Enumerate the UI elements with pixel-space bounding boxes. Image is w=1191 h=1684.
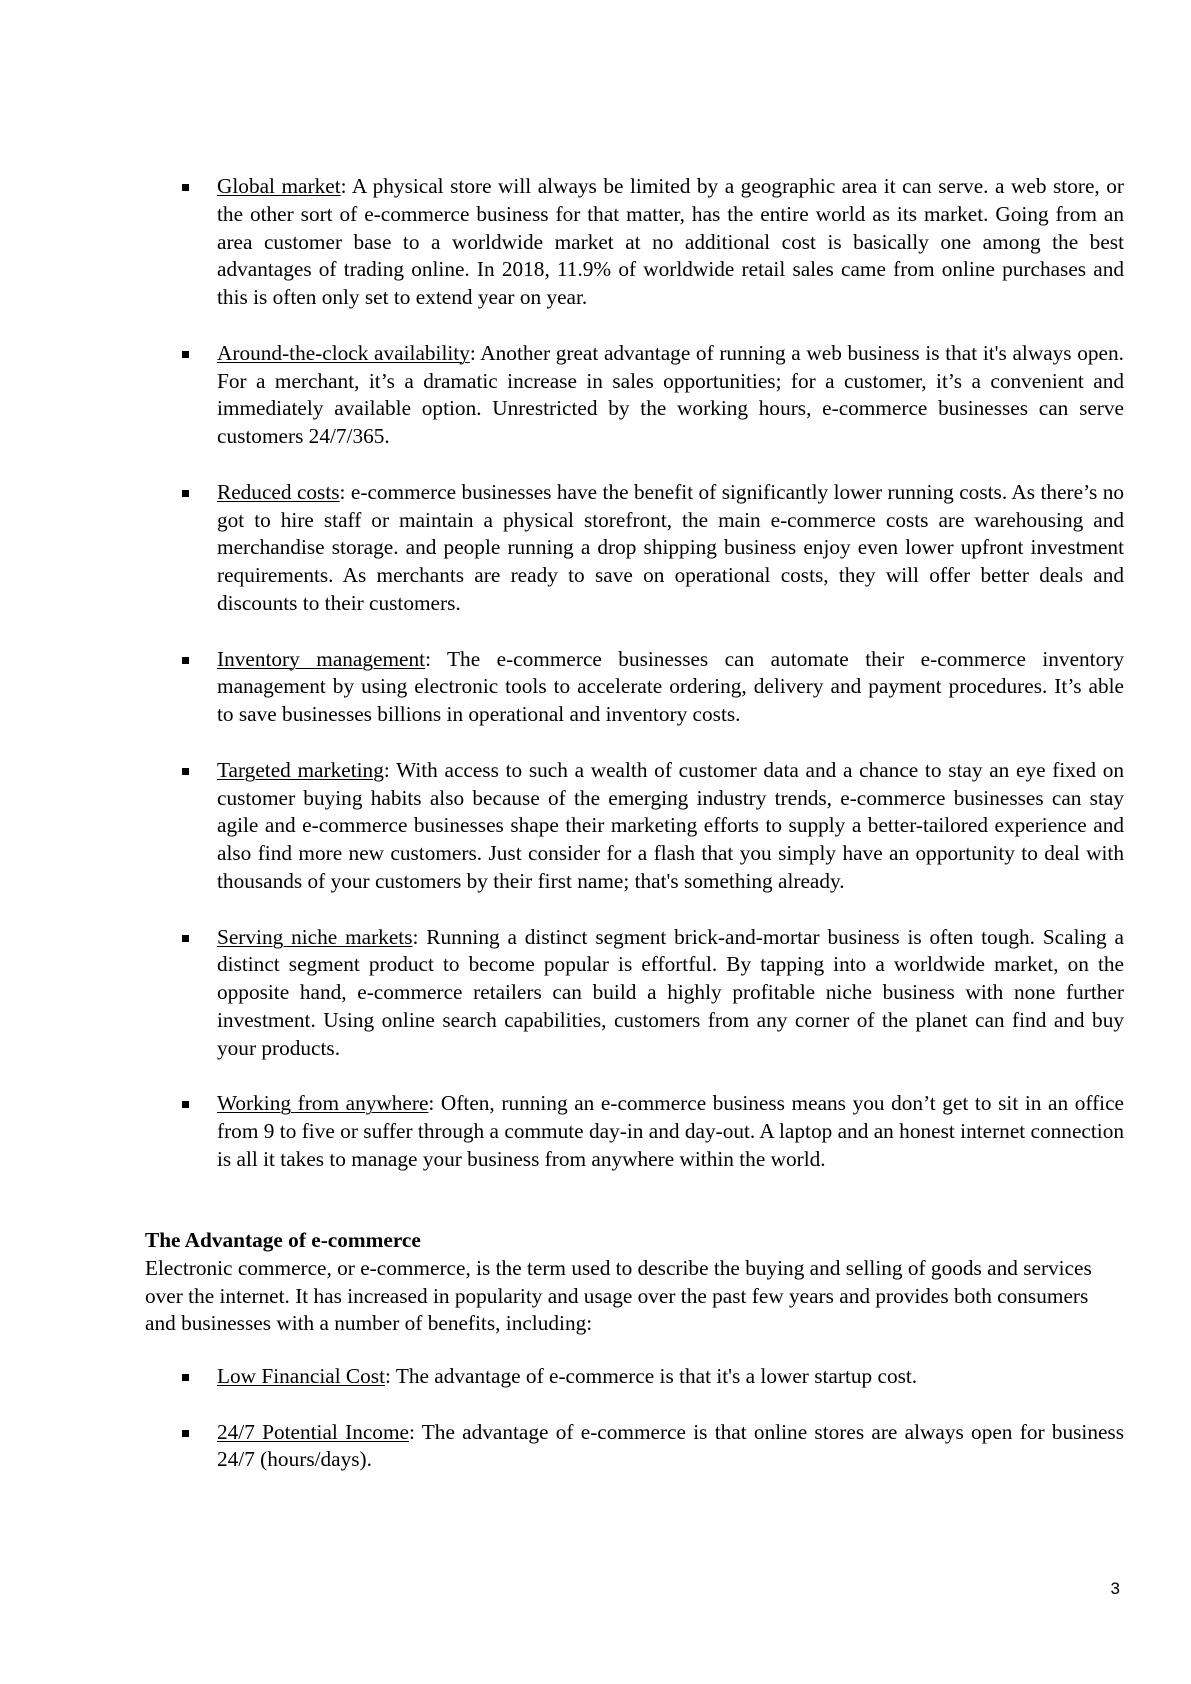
list-item-term: Working from anywhere	[217, 1091, 429, 1116]
list-item-text: : Often, running an e-commerce business means you don’t get to sit in an office from 9 to five or suffer through a commute day-in and day-out. A laptop and an honest internet connection is all it takes to manage your business from anywhere within the world.	[217, 1091, 1125, 1171]
list-item-term: Serving niche markets	[217, 924, 413, 949]
list-item-text: : e-commerce businesses have the benefit of significantly lower running costs. As there’s no got to hire staff or maintain a physical storefront, the main e-commerce costs are warehousing and merchandise storage. and people running a drop shipping business enjoy even lower upfront investment requirements. As merchants are ready to save on operational costs, they will offer better deals and discounts to their customers.	[217, 479, 1124, 615]
section-paragraph: Electronic commerce, or e-commerce, is the term used to describe the buying and selling of goods and services over the internet. It has increased in popularity and usage over the past few years and provides both consumers and businesses with a number of benefits, including:	[145, 1255, 1092, 1336]
list-item-targeted-marketing	[182, 757, 1124, 896]
square-bullet-icon	[182, 351, 189, 358]
square-bullet-icon	[182, 490, 189, 497]
square-bullet-icon	[182, 657, 189, 664]
benefits-list	[182, 1363, 1124, 1474]
list-item-text: : The e-commerce businesses can automate their e-commerce inventory management by using electronic tools to accelerate ordering, delivery and payment procedures. It’s able to save businesses billions in operational and inventory costs.	[217, 646, 1124, 727]
list-item-term: Around-the-clock availability	[217, 340, 470, 365]
list-item-around-the-clock	[182, 340, 1124, 451]
list-item-text: : Another great advantage of running a web business is that it's always open. For a merchant, it’s a dramatic increase in sales opportunities; for a customer, it’s a convenient and immediately available option. Unrestricted by the working hours, e-commerce businesses can serve customers 24/7/365.	[217, 340, 1124, 449]
advantages-list	[182, 173, 1124, 1174]
list-item-inventory-management	[182, 646, 1124, 729]
list-item-text: : With access to such a wealth of customer data and a chance to stay an eye fixed on customer buying habits also because of the emerging industry trends, e-commerce businesses can stay agile and e-commerce businesses shape their marketing efforts to supply a better-tailored experience and also find more new customers. Just consider for a flash that you simply have an opportunity to deal with thousands of your customers by their first name; that's something already.	[217, 757, 1124, 893]
square-bullet-icon	[182, 184, 189, 191]
list-item-text: : The advantage of e-commerce is that it's a lower startup cost.	[385, 1364, 918, 1388]
list-item-term: Targeted marketing	[217, 757, 384, 782]
advantage-section	[145, 1227, 1095, 1338]
square-bullet-icon	[182, 935, 189, 942]
list-item-potential-income	[182, 1419, 1124, 1475]
list-item-term: 24/7 Potential Income	[217, 1419, 409, 1444]
list-item-global-market	[182, 173, 1124, 312]
list-item-low-financial-cost	[182, 1363, 1124, 1391]
list-item-term: Low Financial Cost	[217, 1364, 385, 1388]
list-item-reduced-costs	[182, 479, 1124, 618]
square-bullet-icon	[182, 768, 189, 775]
list-item-term: Global market	[217, 174, 341, 198]
list-item-text: : Running a distinct segment brick-and-mortar business is often tough. Scaling a distinct segment product to become popular is effortful. By tapping into a worldwide market, on the opposite hand, e-commerce retailers can build a highly profitable niche business with none further investment. Using online search capabilities, customers from any corner of the planet can find and buy your products.	[217, 924, 1124, 1060]
square-bullet-icon	[182, 1101, 189, 1108]
list-item-working-from-anywhere	[182, 1090, 1124, 1173]
square-bullet-icon	[182, 1374, 189, 1381]
section-heading: The Advantage of e-commerce	[145, 1228, 421, 1252]
list-item-text: : The advantage of e-commerce is that online stores are always open for business 24/7 (hours/days).	[217, 1419, 1124, 1472]
list-item-term: Inventory management	[217, 646, 426, 671]
list-item-term: Reduced costs	[217, 479, 340, 504]
page-number: 3	[1110, 1579, 1120, 1598]
square-bullet-icon	[182, 1430, 189, 1437]
list-item-serving-niche-markets	[182, 924, 1124, 1063]
list-item-text: : A physical store will always be limited by a geographic area it can serve. a web store, or the other sort of e-commerce business for that matter, has the entire world as its market. Going from an area customer base to a worldwide market at no additional cost is basically one among the best advantages of trading online. In 2018, 11.9% of worldwide retail sales came from online purchases and this is often only set to extend year on year.	[217, 174, 1124, 310]
